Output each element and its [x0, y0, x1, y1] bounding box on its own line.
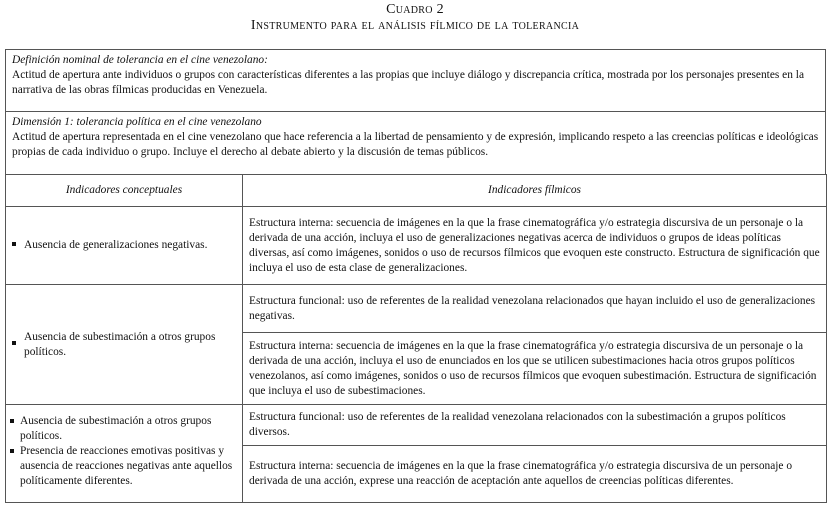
definition-label: Definición nominal de tolerancia en el cine venezolano:: [12, 54, 268, 66]
filmic-cell: Estructura funcional: uso de referentes de la realidad venezolana relacionados que hayan incluido el uso de generalizaciones negativas.: [243, 285, 827, 333]
dimension-label: Dimensión 1: tolerancia política en el cine venezolano: [12, 116, 262, 128]
bullet-icon: [12, 341, 16, 345]
bullet-icon: [10, 449, 14, 453]
filmic-cell: Estructura interna: secuencia de imágenes en la que la frase cinematográfica y/o estrategia discursiva de un personaje o la derivada de una acción, incluya el uso de enunciados en los que se utilicen subestimaciones hacia otros grupos políticos venezolanos, así como imágenes, sonidos o uso de recursos fílmicos que evoquen subestimación. Estructura de significación que incluya el uso de subestimaciones.: [243, 333, 827, 405]
definition-text: Actitud de apertura ante individuos o grupos con características diferentes a las propias que incluye diálogo y discrepancia crítica, mostrada por los personajes presentes en la narrativa de las obras fílmicas producidas en Venezuela.: [12, 69, 804, 96]
conceptual-text: Ausencia de subestimación a otros grupos políticos.: [20, 415, 212, 442]
conceptual-cell: [6, 405, 243, 503]
conceptual-text: Presencia de reacciones emotivas positivas y ausencia de reacciones negativas ante aquellos políticamente diferentes.: [20, 445, 233, 487]
table-header-row: [6, 175, 827, 207]
conceptual-item: [10, 444, 238, 489]
filmic-cell: Estructura funcional: uso de referentes de la realidad venezolana relacionados con la subestimación a grupos políticos diversos.: [243, 405, 827, 446]
table-row: [6, 207, 827, 285]
definition-box: [5, 49, 826, 112]
dimension-box: [5, 111, 826, 175]
cuadro-number: Cuadro 2: [386, 2, 444, 17]
filmic-cell: Estructura interna: secuencia de imágenes en la que la frase cinematográfica y/o estrategia discursiva de un personaje o la derivada de una acción, incluya el uso de generalizaciones negativas acerca de individuos o grupos de ideas políticas diversas, así como imágenes, sonidos o uso de recursos fílmicos que evoquen este constructo. Estructura de significación que incluya el uso de esta clase de generalizaciones.: [243, 207, 827, 285]
header-filmic: Indicadores fílmicos: [243, 175, 827, 207]
header-conceptual: Indicadores conceptuales: [6, 175, 243, 207]
table-row: [6, 285, 827, 333]
filmic-cell: Estructura interna: secuencia de imágenes en la que la frase cinematográfica y/o estrategia discursiva de un personaje o derivada de una acción, exprese una reacción de aceptación ante aquellos de creencias políticas diferentes.: [243, 446, 827, 503]
bullet-icon: [10, 419, 14, 423]
conceptual-cell: [6, 285, 243, 405]
conceptual-text: Ausencia de subestimación a otros grupos políticos.: [24, 330, 216, 358]
conceptual-item: [10, 414, 238, 444]
indicators-table: [5, 174, 827, 503]
table-row: [6, 405, 827, 446]
bullet-icon: [12, 242, 16, 246]
table-title: Instrumento para el análisis fílmico de la tolerancia: [250, 18, 580, 33]
conceptual-cell: [6, 207, 243, 285]
dimension-text: Actitud de apertura representada en el cine venezolano que hace referencia a la libertad de pensamiento y de expresión, implicando respeto a las creencias políticas e ideológicas propias de cada individuo o grupo. Incluye el derecho al debate abierto y la discusión de temas públicos.: [12, 131, 819, 158]
conceptual-text: Ausencia de generalizaciones negativas.: [24, 239, 208, 251]
